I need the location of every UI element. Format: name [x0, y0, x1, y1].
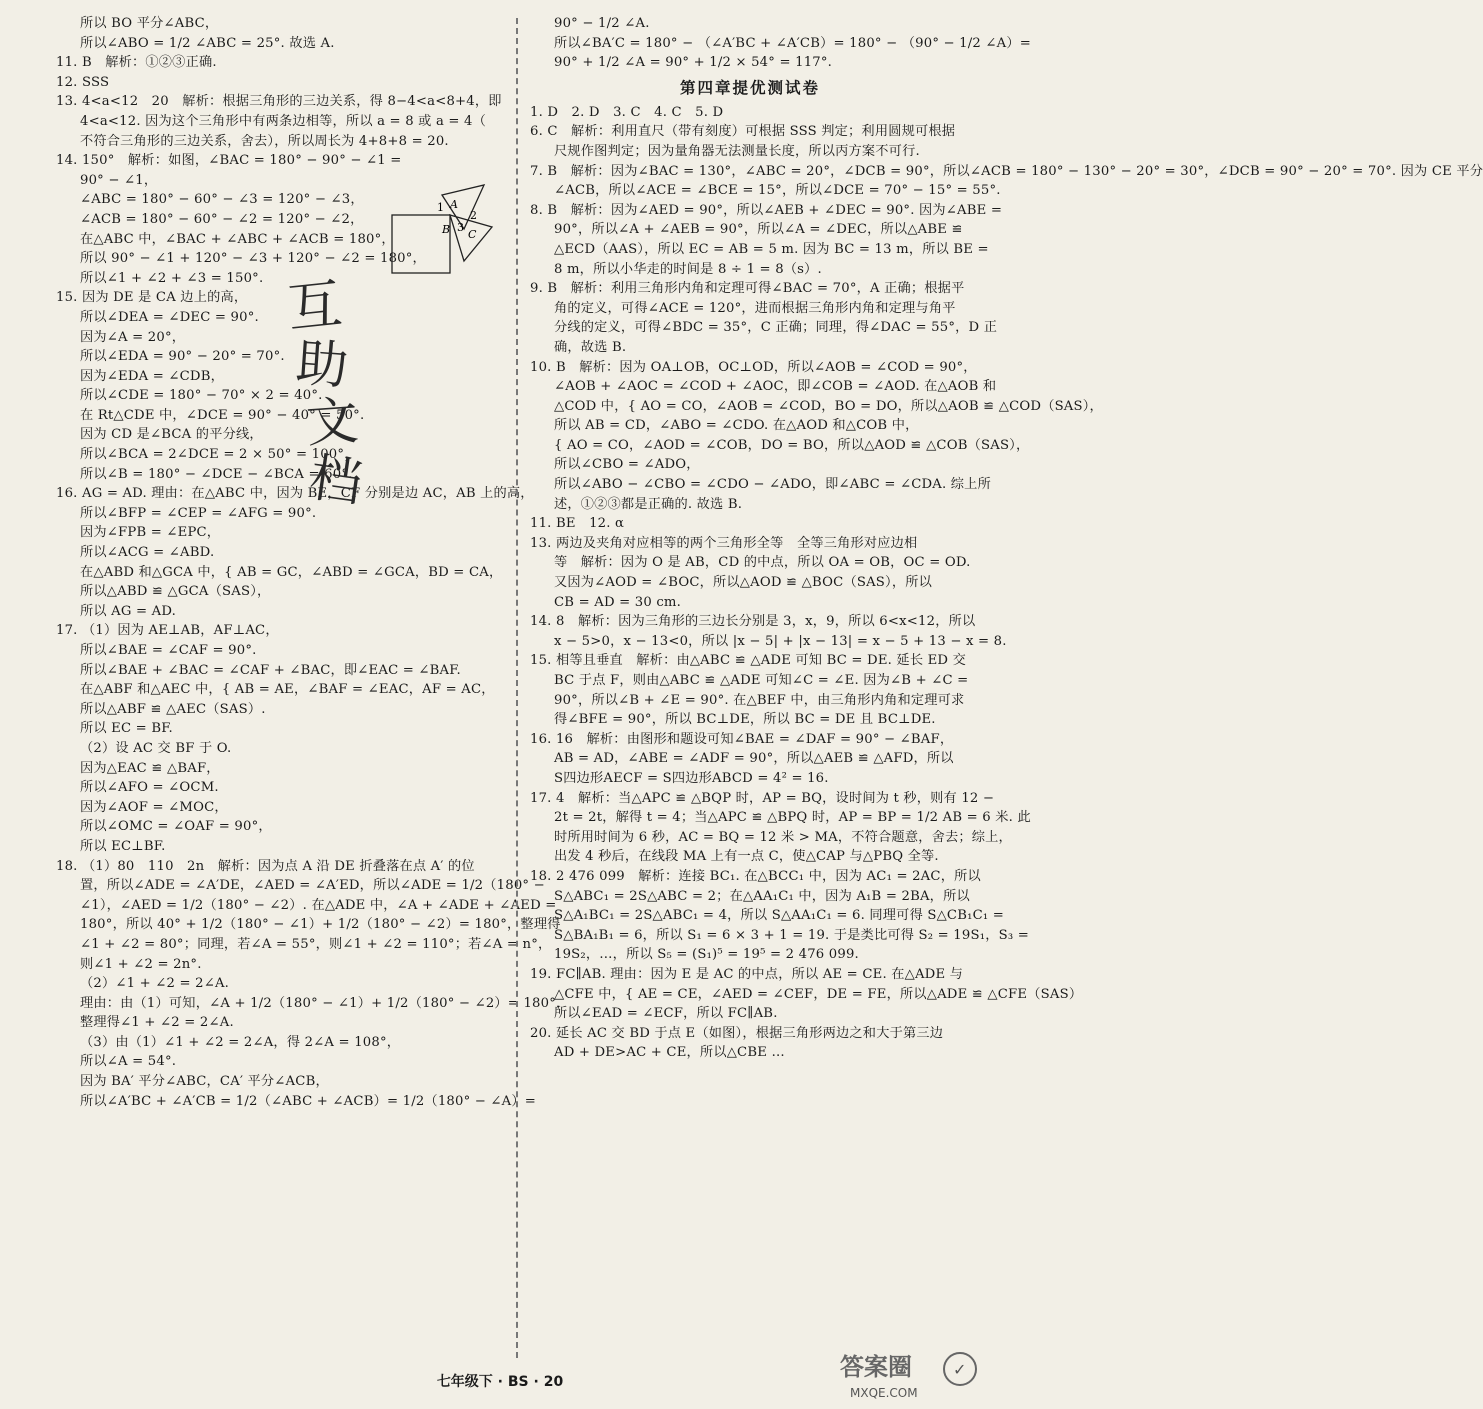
answer-line: S△BA₁B₁ = 6，所以 S₁ = 6 × 3 + 1 = 19. 于是类比可得 S₂ = 19S₁，S₃ =: [554, 927, 1029, 943]
answer-line: S△ABC₁ = 2S△ABC = 2；在△AA₁C₁ 中，因为 A₁B = 2BA，所以: [554, 888, 970, 904]
answer-line: 所以△ABD ≌ △GCA（SAS），: [80, 584, 271, 600]
answer-line: 所以∠OMC = ∠OAF = 90°，: [80, 819, 272, 835]
answer-line: 所以 BO 平分∠ABC，: [80, 16, 219, 31]
answer-line: 20. 延长 AC 交 BD 于点 E（如图），根据三角形两边之和大于第三边: [530, 1025, 944, 1041]
answer-line: 述，①②③都是正确的. 故选 B.: [554, 496, 743, 512]
answer-line: 所以∠ACG = ∠ABD.: [80, 545, 215, 561]
answer-line: 8 m，所以小华走的时间是 8 ÷ 1 = 8（s）.: [554, 261, 822, 277]
answer-line: 所以∠ABO = 1/2 ∠ABC = 25°. 故选 A.: [80, 35, 335, 51]
answer-line: CB = AD = 30 cm.: [554, 594, 682, 610]
figure-label: 1: [437, 201, 444, 214]
handwriting-char: 文: [304, 391, 361, 455]
answer-line: 10. B 解析：因为 OA⊥OB，OC⊥OD，所以∠AOB = ∠COD = 90°，: [530, 359, 977, 375]
answer-line: 整理得∠1 + ∠2 = 2∠A.: [80, 1015, 234, 1031]
answer-line: 8. B 解析：因为∠AED = 90°，所以∠AEB + ∠DEC = 90°. 因为∠ABE =: [530, 202, 1003, 218]
answer-line: 所以 90° − ∠1 + 120° − ∠3 + 120° − ∠2 = 180°，: [80, 251, 426, 267]
answer-line: 分线的定义，可得∠BDC = 35°，C 正确；同理，得∠DAC = 55°，D 正: [554, 320, 998, 336]
answer-line: 90°，所以∠B + ∠E = 90°. 在△BEF 中，由三角形内角和定理可求: [554, 692, 965, 708]
answer-line: 17. 4 解析：当△APC ≌ △BQP 时，AP = BQ，设时间为 t 秒，则有 12 −: [530, 790, 995, 806]
answer-line: △COD 中，{ AO = CO，∠AOB = ∠COD，BO = DO，所以△AOB ≌ △COD（SAS），: [554, 398, 1103, 414]
answer-line: 所以∠BAE = ∠CAF = 90°.: [80, 643, 257, 658]
answer-line: （2）∠1 + ∠2 = 2∠A.: [80, 976, 230, 992]
handwriting-char: 互: [284, 271, 345, 341]
answer-line: 又因为∠AOD = ∠BOC，所以△AOD ≌ △BOC（SAS），所以: [554, 575, 932, 591]
answer-line: AB = AD，∠ABE = ∠ADF = 90°，所以△AEB ≌ △AFD，所以: [554, 751, 954, 767]
answer-line: 11. BE 12. α: [530, 516, 625, 532]
answer-line: 12. SSS: [56, 74, 110, 90]
answer-line: 因为△EAC ≌ △BAF，: [80, 760, 220, 776]
answer-line: 1. D 2. D 3. C 4. C 5. D: [530, 104, 724, 120]
answer-line: 19S₂，…，所以 S₅ = (S₁)⁵ = 19⁵ = 2 476 099.: [554, 947, 859, 963]
page-footer: 七年级下 · BS · 20: [436, 1374, 564, 1390]
answer-line: 90° + 1/2 ∠A = 90° + 1/2 × 54° = 117°.: [554, 55, 833, 71]
answer-line: 90° − 1/2 ∠A.: [554, 16, 650, 31]
answer-line: 尺规作图判定；因为量角器无法测量长度，所以丙方案不可行.: [554, 143, 920, 159]
answer-line: 因为 CD 是∠BCA 的平分线，: [80, 427, 263, 443]
answer-line: 不符合三角形的三边关系，舍去），所以周长为 4+8+8 = 20.: [80, 133, 449, 149]
answer-line: 因为 BA′ 平分∠ABC，CA′ 平分∠ACB，: [80, 1074, 329, 1090]
answer-line: 等 解析：因为 O 是 AB，CD 的中点，所以 OA = OB，OC = OD.: [554, 555, 971, 571]
answer-line: 所以∠B = 180° − ∠DCE − ∠BCA = 60°.: [80, 466, 353, 482]
answer-line: S△A₁BC₁ = 2S△ABC₁ = 4，所以 S△AA₁C₁ = 6. 同理可得 S△CB₁C₁ =: [554, 908, 1005, 924]
answer-line: 14. 150° 解析：如图，∠BAC = 180° − 90° − ∠1 =: [56, 153, 402, 169]
answer-line: 所以 AB = CD，∠ABO = ∠CDO. 在△AOD 和△COB 中，: [554, 418, 919, 434]
answer-line: x − 5>0，x − 13<0，所以 |x − 5| + |x − 13| = x − 5 + 13 − x = 8.: [554, 633, 1007, 649]
answer-line: 18. （1）80 110 2n 解析：因为点 A 沿 DE 折叠落在点 A′ 的位: [56, 858, 475, 874]
answer-line: AD + DE>AC + CE，所以△CBE …: [554, 1045, 785, 1061]
answer-line: 90°，所以∠A + ∠AEB = 90°，所以∠A = ∠DEC，所以△ABE ≌: [554, 222, 963, 238]
answer-line: 在△ABD 和△GCA 中，{ AB = GC，∠ABD = ∠GCA，BD = CA，: [80, 564, 503, 580]
answer-line: 所以△ABF ≌ △AEC（SAS）.: [80, 701, 266, 717]
answer-line: 角的定义，可得∠ACE = 120°，进而根据三角形内角和定理与角平: [554, 300, 956, 316]
answer-line: 在△ABC 中，∠BAC + ∠ABC + ∠ACB = 180°，: [80, 231, 395, 247]
site-watermark: [810, 1347, 990, 1403]
handwriting-char: 助: [293, 333, 351, 397]
answer-line: 所以 AG = AD.: [80, 603, 177, 619]
answer-line: 所以∠EAD = ∠ECF，所以 FC∥AB.: [554, 1006, 778, 1022]
answer-line: （2）设 AC 交 BF 于 O.: [80, 740, 232, 756]
answer-line: 所以∠1 + ∠2 + ∠3 = 150°.: [80, 270, 264, 286]
answer-line: （3）由（1）∠1 + ∠2 = 2∠A，得 2∠A = 108°，: [80, 1034, 401, 1050]
answer-line: 所以∠BAE + ∠BAC = ∠CAF + ∠BAC，即∠EAC = ∠BAF.: [80, 662, 461, 678]
answer-line: 所以∠DEA = ∠DEC = 90°.: [80, 309, 259, 325]
answer-line: 所以∠CDE = 180° − 70° × 2 = 40°.: [80, 388, 323, 404]
triangle-square-figure: [380, 183, 500, 275]
watermark-logo-icon: ✓: [953, 1360, 967, 1379]
answer-line: 所以 EC⊥BF.: [80, 838, 166, 854]
answer-line: 11. B 解析：①②③正确.: [56, 55, 217, 71]
answer-line: BC 于点 F，则由△ABC ≌ △ADE 可知∠C = ∠E. 因为∠B + ∠C =: [554, 673, 969, 688]
answer-line: ∠1 + ∠2 = 80°；同理，若∠A = 55°，则∠1 + ∠2 = 110°；若∠A = n°，: [80, 936, 552, 952]
answer-line: 16. 16 解析：由图形和题设可知∠BAE = ∠DAF = 90° − ∠BAF，: [530, 731, 954, 747]
answer-line: 所以∠CBO = ∠ADO，: [554, 457, 700, 473]
answer-line: 18. 2 476 099 解析：连接 BC₁. 在△BCC₁ 中，因为 AC₁ = 2AC，所以: [530, 868, 981, 884]
answer-line: 所以∠A = 54°.: [80, 1054, 177, 1070]
answer-line: 确，故选 B.: [554, 339, 627, 355]
answer-line: 15. 因为 DE 是 CA 边上的高，: [56, 290, 248, 306]
watermark-url: MXQE.COM: [850, 1386, 918, 1400]
figure-label: B: [442, 223, 451, 236]
answer-line: △CFE 中，{ AE = CE，∠AED = ∠CEF，DE = FE，所以△ADE ≌ △CFE（SAS）: [554, 986, 1083, 1002]
answer-line: 因为∠A = 20°，: [80, 329, 186, 345]
answer-line: 所以 EC = BF.: [80, 721, 173, 737]
answer-line: 4<a<12. 因为这个三角形中有两条边相等，所以 a = 8 或 a = 4（: [80, 113, 487, 129]
answer-line: 13. 4<a<12 20 解析：根据三角形的三边关系，得 8−4<a<8+4，即: [56, 94, 502, 110]
handwriting-char: 档: [305, 447, 366, 515]
answer-line: 16. AG = AD. 理由：在△ABC 中，因为 BE，CF 分别是边 AC，AB 上的高，: [56, 486, 534, 502]
answer-line: 因为∠AOF = ∠MOC，: [80, 799, 228, 815]
answer-line: 则∠1 + ∠2 = 2n°.: [80, 956, 202, 972]
answer-line: 14. 8 解析：因为三角形的三边长分别是 3，x，9，所以 6<x<12，所以: [530, 614, 976, 630]
watermark-brand: 答案圈: [840, 1353, 912, 1381]
answer-line: ∠ACB，所以∠ACE = ∠BCE = 15°，所以∠DCE = 70° − 15° = 55°.: [554, 183, 1001, 199]
answer-line: ∠ABC = 180° − 60° − ∠3 = 120° − ∠3，: [80, 192, 364, 208]
answer-line: 180°，所以 40° + 1/2（180° − ∠1）+ 1/2（180° − ∠2）= 180°，整理得: [80, 917, 561, 933]
figure-label: 3: [457, 221, 464, 234]
answer-line: 所以∠ABO − ∠CBO = ∠CDO − ∠ADO，即∠ABC = ∠CDA. 综上所: [554, 477, 991, 493]
answer-line: 所以∠AFO = ∠OCM.: [80, 780, 219, 796]
answer-line: 13. 两边及夹角对应相等的两个三角形全等 全等三角形对应边相: [530, 535, 918, 551]
answer-line: 2t = 2t，解得 t = 4；当△APC ≌ △BPQ 时，AP = BP = 1/2 AB = 6 米. 此: [554, 810, 1031, 826]
answer-line: 时所用时间为 6 秒，AC = BQ = 12 米 > MA，不符合题意，舍去；综上，: [554, 829, 1012, 845]
answer-line: 出发 4 秒后，在线段 MA 上有一点 C，使△CAP 与△PBQ 全等.: [554, 849, 939, 865]
answer-line: { AO = CO，∠AOD = ∠COB，DO = BO，所以△AOD ≌ △COB（SAS），: [554, 437, 1030, 453]
section-heading: 第四章提优测试卷: [679, 78, 820, 97]
figure-label: 2: [470, 209, 477, 222]
figure-label: C: [468, 228, 477, 241]
answer-line: 理由：由（1）可知，∠A + 1/2（180° − ∠1）+ 1/2（180° − ∠2）= 180°，: [80, 995, 570, 1011]
answer-line: △ECD（AAS），所以 EC = AB = 5 m. 因为 BC = 13 m，所以 BE =: [554, 241, 989, 257]
answer-line: 9. B 解析：利用三角形内角和定理可得∠BAC = 70°，A 正确；根据平: [530, 281, 965, 297]
answer-line: ∠1），∠AED = 1/2（180° − ∠2）. 在△ADE 中，∠A + ∠ADE + ∠AED =: [80, 897, 557, 913]
answer-line: 19. FC∥AB. 理由：因为 E 是 AC 的中点，所以 AE = CE. 在△ADE 与: [530, 966, 964, 982]
answer-line: 所以∠BA′C = 180° − （∠A′BC + ∠A′CB）= 180° − （90° − 1/2 ∠A）=: [554, 35, 1031, 51]
figure-label: A: [450, 198, 458, 211]
answer-line: 所以∠A′BC + ∠A′CB = 1/2（∠ABC + ∠ACB）= 1/2（180° − ∠A）=: [80, 1093, 537, 1109]
answer-line: 置，所以∠ADE = ∠A′DE，∠AED = ∠A′ED，所以∠ADE = 1/2（180° −: [80, 878, 545, 894]
answer-line: ∠ACB = 180° − 60° − ∠2 = 120° − ∠2，: [80, 211, 364, 227]
answer-line: 在△ABF 和△AEC 中，{ AB = AE，∠BAF = ∠EAC，AF = AC，: [80, 682, 495, 698]
answer-line: 所以∠EDA = 90° − 20° = 70°.: [80, 349, 285, 365]
answer-line: 15. 相等且垂直 解析：由△ABC ≌ △ADE 可知 BC = DE. 延长 ED 交: [530, 653, 966, 669]
answer-line: 因为∠EDA = ∠CDB，: [80, 368, 224, 384]
answer-line: 所以∠BFP = ∠CEP = ∠AFG = 90°.: [80, 505, 317, 521]
column-divider: [516, 18, 518, 1358]
answer-line: 在 Rt△CDE 中，∠DCE = 90° − 40° = 50°.: [80, 407, 365, 423]
answer-line: 6. C 解析：利用直尺（带有刻度）可根据 SSS 判定；利用圆规可根据: [530, 124, 956, 140]
answer-line: 17. （1）因为 AE⊥AB，AF⊥AC，: [56, 623, 279, 639]
answer-line: 所以∠BCA = 2∠DCE = 2 × 50° = 100°，: [80, 447, 358, 463]
answer-line: 7. B 解析：因为∠BAC = 130°，∠ABC = 20°，∠DCB = 90°，所以∠ACB = 180° − 130° − 20° = 30°，∠DCB = 90° − 20° = 70°. 因为 CE 平分: [530, 163, 1483, 179]
right-column: [530, 14, 1483, 1063]
handwriting-overlay: [280, 270, 380, 515]
answer-line: ∠AOB + ∠AOC = ∠COD + ∠AOC，即∠COB = ∠AOD. 在△AOB 和: [554, 379, 997, 395]
answer-line: 因为∠FPB = ∠EPC，: [80, 525, 221, 541]
answer-line: 90° − ∠1，: [80, 172, 158, 188]
left-column: [56, 14, 570, 1111]
answer-line: 得∠BFE = 90°，所以 BC⊥DE，所以 BC = DE 且 BC⊥DE.: [554, 712, 936, 728]
answer-line: S四边形AECF = S四边形ABCD = 4² = 16.: [554, 770, 829, 786]
